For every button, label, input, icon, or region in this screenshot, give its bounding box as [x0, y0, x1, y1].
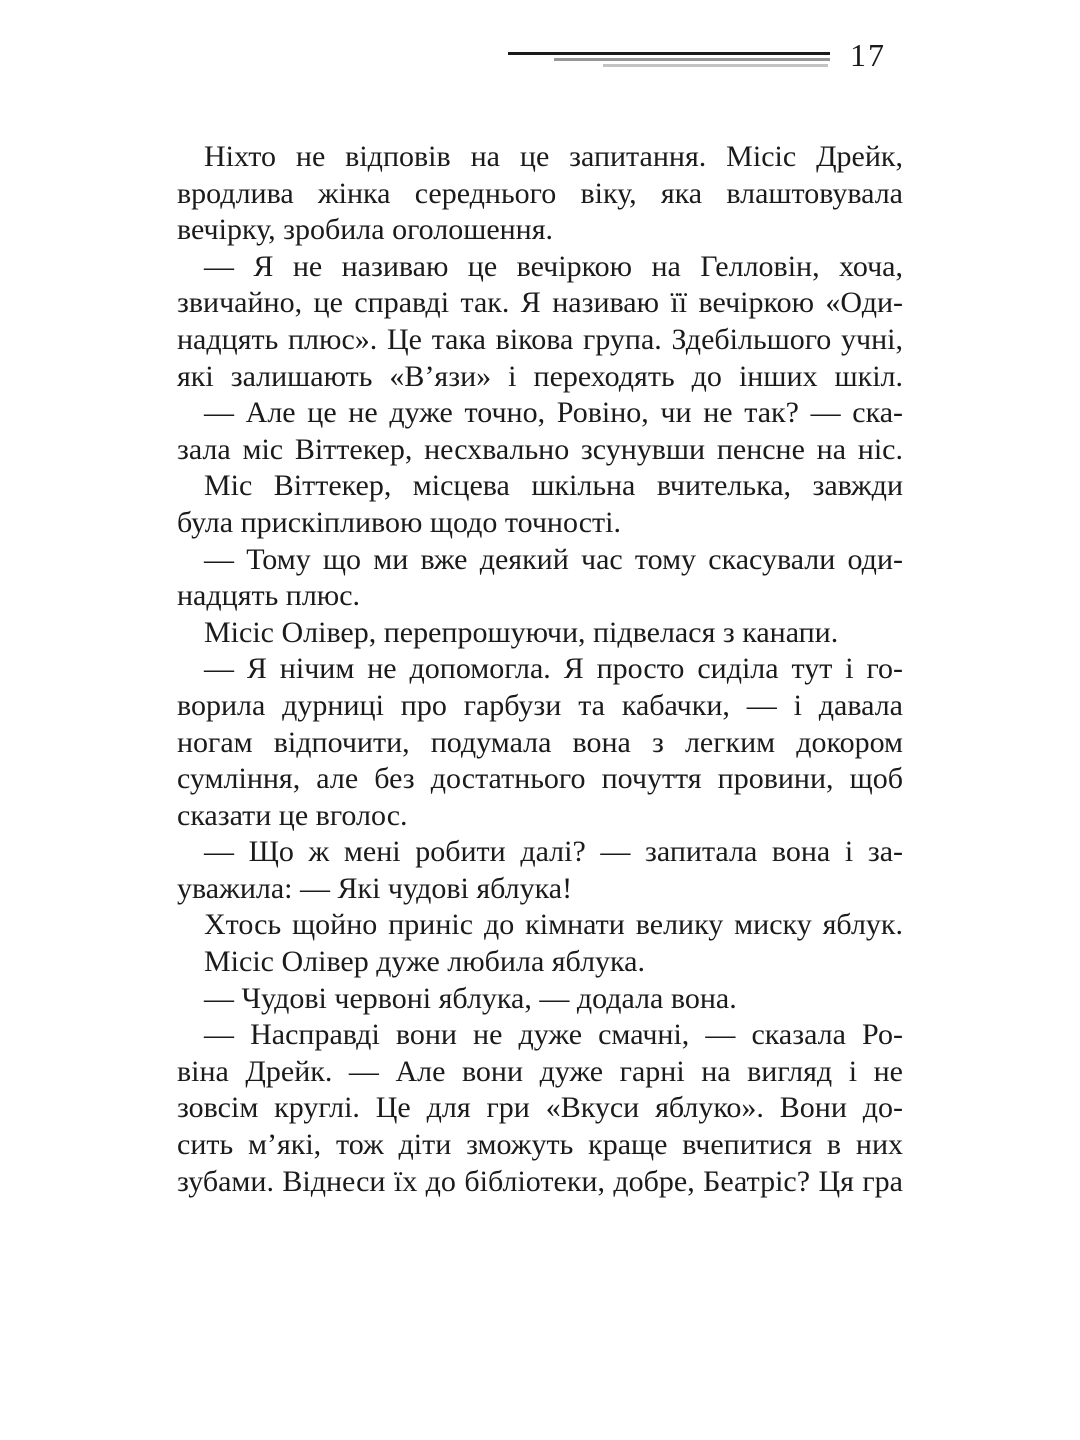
text-line: надцять плюс». Це така вікова група. Здебільшого учні,: [177, 322, 903, 356]
text-line: Міс Віттекер, місцева шкільна вчителька, завжди: [204, 469, 903, 503]
text-line: — Я нічим не допомогла. Я просто сиділа тут і го-: [204, 652, 903, 686]
text-line: — Я не називаю це вечіркою на Гелловін, хоча,: [204, 249, 903, 283]
text-line: вечірку, зробила оголошення.: [177, 213, 554, 247]
text-line: сить м’які, тож діти зможуть краще вчепитися в них: [177, 1128, 903, 1162]
ornament-line-1: [508, 52, 830, 55]
text-line: — Що ж мені робити далі? — запитала вона і за-: [204, 835, 903, 869]
text-line: була прискіпливою щодо точності.: [177, 505, 621, 539]
ornament-line-2: [554, 58, 830, 61]
text-line: — Насправді вони не дуже смачні, — сказала Ро-: [204, 1018, 903, 1052]
text-line: сумління, але без достатнього почуття провини, щоб: [177, 762, 903, 796]
text-block: [177, 139, 903, 1200]
text-line: віна Дрейк. — Але вони дуже гарні на вигляд і не: [177, 1054, 903, 1088]
text-line: Хтось щойно приніс до кімнати велику миску яблук.: [204, 908, 903, 942]
ornament-line-3: [603, 64, 828, 67]
text-line: звичайно, це справді так. Я називаю її вечіркою «Оди-: [177, 286, 903, 320]
text-line: ворила дурниці про гарбузи та кабачки, — і давала: [177, 688, 903, 722]
text-line: Місіс Олівер, перепрошуючи, підвелася з канапи.: [204, 615, 839, 649]
text-line: — Але це не дуже точно, Ровіно, чи не так? — ска-: [204, 396, 903, 430]
text-line: зубами. Віднеси їх до бібліотеки, добре, Беатріс? Ця гра: [177, 1164, 903, 1198]
page-number: 17: [850, 37, 886, 73]
text-line: надцять плюс.: [177, 579, 361, 613]
text-line: сказати це вголос.: [177, 798, 408, 832]
text-line: зовсім круглі. Це для гри «Вкуси яблуко». Вони до-: [177, 1091, 903, 1125]
text-line: — Чудові червоні яблука, — додала вона.: [204, 981, 737, 1015]
text-line: зала міс Віттекер, несхвально зсунувши пенсне на ніс.: [177, 432, 903, 466]
text-line: які залишають «В’язи» і переходять до інших шкіл.: [177, 359, 903, 393]
text-line: Ніхто не відповів на це запитання. Місіс Дрейк,: [204, 140, 903, 173]
text-line: вродлива жінка середнього віку, яка влаштовувала: [177, 176, 903, 210]
text-line: — Тому що ми вже деякий час тому скасували оди-: [204, 542, 903, 576]
text-line: ногам відпочити, подумала вона з легким докором: [177, 725, 903, 759]
text-line: уважила: — Які чудові яблука!: [177, 871, 573, 905]
text-line: Місіс Олівер дуже любила яблука.: [204, 945, 645, 979]
